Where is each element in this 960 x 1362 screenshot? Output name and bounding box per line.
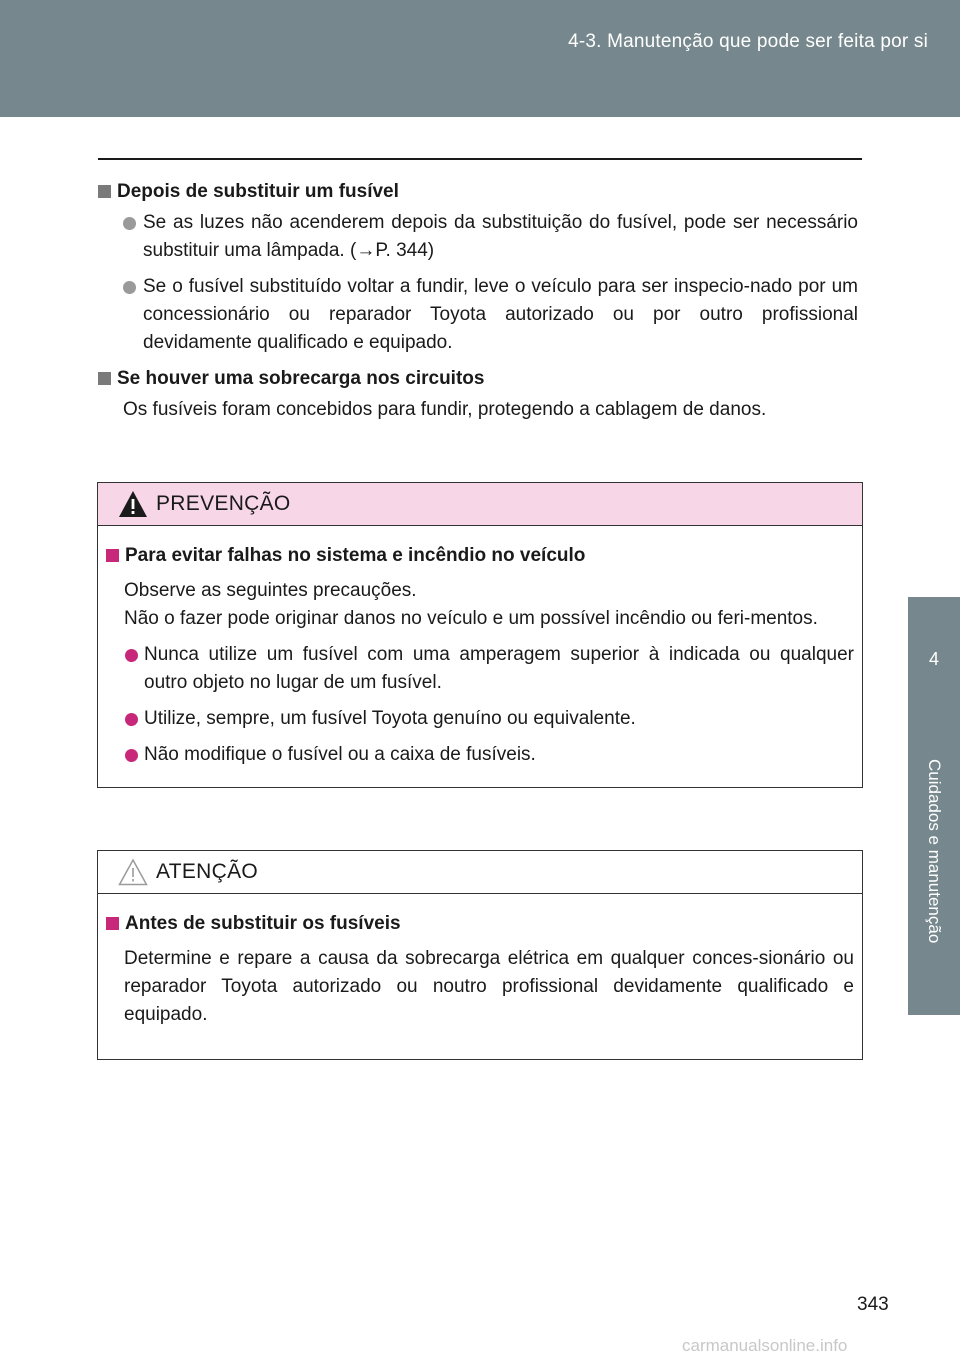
circle-bullet-icon [125,713,138,726]
list-item-text: Não modifique o fusível ou a caixa de fusíveis. [144,744,536,765]
list-item-text: Nunca utilize um fusível com uma amperagem superior à indicada ou qualquer outro objeto no lugar de um fusível. [144,644,854,693]
section-heading [98,178,858,205]
caution-title: PREVENÇÃO [156,492,291,515]
circle-bullet-icon [123,281,136,294]
page-number: 343 [857,1294,889,1315]
header-band [0,0,960,117]
notice-header [98,851,862,894]
caution-box [97,482,863,788]
notice-heading [106,910,854,937]
circle-bullet-icon [125,749,138,762]
square-bullet-icon [98,185,111,198]
top-rule [98,158,862,160]
heading-text: Para evitar falhas no sistema e incêndio no veículo [125,545,586,566]
list-item [98,273,858,357]
watermark: carmanualsonline.info [682,1336,848,1355]
circle-bullet-icon [123,217,136,230]
notice-body [98,894,862,1059]
list-item-text: Utilize, sempre, um fusível Toyota genuíno ou equivalente. [144,708,636,729]
square-bullet-icon [106,917,119,930]
warning-icon [118,490,148,518]
paragraph: Observe as seguintes precauções. [124,580,417,601]
list-item [106,641,854,697]
caution-header [98,483,862,526]
chapter-number: 4 [928,649,939,669]
caution-heading [106,542,854,569]
caution-body [98,526,862,787]
main-content [98,178,858,428]
heading-text: Antes de substituir os fusíveis [125,913,401,934]
paragraph: Os fusíveis foram concebidos para fundir, protegendo a cablagem de danos. [123,399,767,420]
section-title: 4-3. Manutenção que pode ser feita por si [568,31,928,52]
list-item-text: Se as luzes não acenderem depois da substituição do fusível, pode ser necessário substituir uma lâmpada. (→P. 344) [143,212,858,261]
square-bullet-icon [106,549,119,562]
list-item [98,209,858,265]
list-item-text: Se o fusível substituído voltar a fundir, leve o veículo para ser inspecio-nado por um concessionário ou reparador Toyota autorizado ou por outro profissional devidamente qualificado e equipado. [143,276,858,353]
notice-box [97,850,863,1060]
square-bullet-icon [98,372,111,385]
warning-icon [118,858,148,886]
paragraph: Determine e repare a causa da sobrecarga elétrica em qualquer conces-sionário ou reparador Toyota autorizado ou noutro profissional devidamente qualificado e equipado. [124,948,854,1025]
chapter-label: Cuidados e manutenção [925,759,944,944]
list-item [106,741,854,769]
chapter-tab-number [908,597,960,745]
paragraph: Não o fazer pode originar danos no veículo e um possível incêndio ou feri-mentos. [124,608,818,629]
heading-text: Se houver uma sobrecarga nos circuitos [117,368,485,389]
heading-text: Depois de substituir um fusível [117,181,399,202]
notice-title: ATENÇÃO [156,860,259,883]
chapter-tab-label [908,745,960,1015]
circle-bullet-icon [125,649,138,662]
section-heading [98,365,858,392]
list-item [106,705,854,733]
